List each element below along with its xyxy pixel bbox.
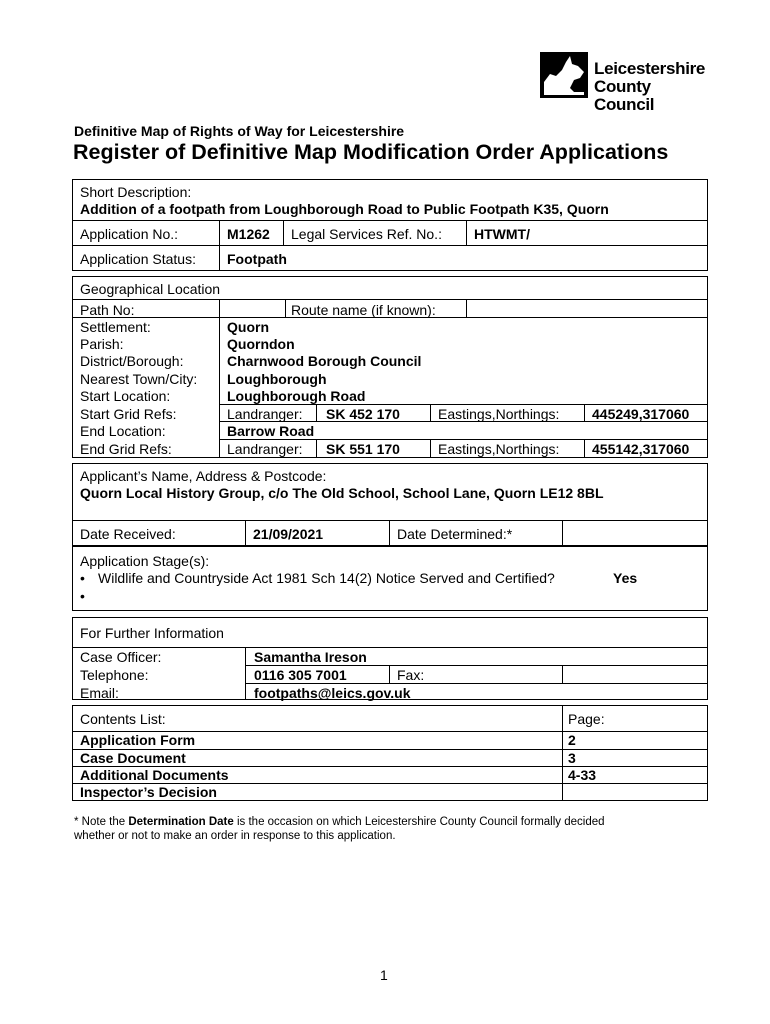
email-value[interactable]: footpaths@leics.gov.uk <box>254 685 411 701</box>
contents-item-page: 2 <box>568 732 576 748</box>
application-no-value: M1262 <box>227 226 270 242</box>
council-logo <box>540 52 710 114</box>
contents-page-label: Page: <box>568 711 605 727</box>
legal-ref-label: Legal Services Ref. No.: <box>291 226 442 242</box>
start-eastings-label: Eastings,Northings: <box>438 406 560 422</box>
end-eastings-value: 455142,317060 <box>592 441 690 457</box>
contents-item-page: 4-33 <box>568 767 597 783</box>
logo-line-2: County Council <box>594 77 655 114</box>
contents-label: Contents List: <box>80 711 166 727</box>
start-eastings-value: 445249,317060 <box>592 406 690 422</box>
district-value: Charnwood Borough Council <box>227 353 422 369</box>
path-no-label: Path No: <box>80 302 135 318</box>
settlement-label: Settlement: <box>80 319 151 335</box>
start-grid-label: Start Grid Refs: <box>80 406 177 422</box>
route-name-label: Route name (if known): <box>291 302 436 318</box>
application-status-label: Application Status: <box>80 251 196 267</box>
applicant-value: Quorn Local History Group, c/o The Old School, School Lane, Quorn LE12 8BL <box>80 485 604 501</box>
parish-value: Quorndon <box>227 336 295 352</box>
start-location-label: Start Location: <box>80 388 171 404</box>
end-location-label: End Location: <box>80 423 166 439</box>
applicant-label: Applicant’s Name, Address & Postcode: <box>80 468 327 484</box>
application-status-value: Footpath <box>227 251 287 267</box>
fax-label: Fax: <box>397 667 425 683</box>
telephone-label: Telephone: <box>80 667 149 683</box>
document-title: Register of Definitive Map Modification Order Applications <box>73 140 669 164</box>
district-label: District/Borough: <box>80 353 184 369</box>
case-officer-label: Case Officer: <box>80 649 162 665</box>
stage-item-1: Wildlife and Countryside Act 1981 Sch 14(2) Notice Served and Certified? <box>98 570 555 586</box>
short-description-label: Short Description: <box>80 184 192 200</box>
contents-item-name: Inspector’s Decision <box>80 784 217 800</box>
contents-item-page: 3 <box>568 750 576 766</box>
footnote-line-2: whether or not to make an order in response to this application. <box>74 830 396 842</box>
stages-label: Application Stage(s): <box>80 553 210 569</box>
footnote-line-1: * Note the Determination Date is the occasion on which Leicestershire County Council formally decided <box>74 816 605 828</box>
end-eastings-label: Eastings,Northings: <box>438 441 560 457</box>
stage-bullet-2: • <box>80 588 85 604</box>
contents-item-name: Case Document <box>80 750 186 766</box>
start-location-value: Loughborough Road <box>227 388 366 404</box>
end-location-value: Barrow Road <box>227 423 315 439</box>
geo-heading: Geographical Location <box>80 281 221 297</box>
settlement-value: Quorn <box>227 319 269 335</box>
email-label: Email: <box>80 685 119 701</box>
further-info-heading: For Further Information <box>80 625 224 641</box>
date-received-value: 21/09/2021 <box>253 526 324 542</box>
short-description-value: Addition of a footpath from Loughborough Road to Public Footpath K35, Quorn <box>80 201 609 217</box>
date-determined-label: Date Determined:* <box>397 526 513 542</box>
contents-item-name: Application Form <box>80 732 196 748</box>
end-landranger-label: Landranger: <box>227 441 303 457</box>
end-landranger-value: SK 551 170 <box>326 441 400 457</box>
nearest-town-value: Loughborough <box>227 371 327 387</box>
contents-item-name: Additional Documents <box>80 767 229 783</box>
logo-line-1: Leicestershire <box>594 59 706 78</box>
parish-label: Parish: <box>80 336 124 352</box>
fox-emblem-icon <box>540 52 588 98</box>
start-landranger-value: SK 452 170 <box>326 406 400 422</box>
application-no-label: Application No.: <box>80 226 179 242</box>
telephone-value: 0116 305 7001 <box>254 667 347 683</box>
date-received-label: Date Received: <box>80 526 176 542</box>
document-subtitle: Definitive Map of Rights of Way for Leicestershire <box>74 123 405 139</box>
stage-item-1-answer: Yes <box>613 570 638 586</box>
case-officer-value: Samantha Ireson <box>254 649 367 665</box>
stage-bullet-1: • <box>80 570 85 586</box>
start-landranger-label: Landranger: <box>227 406 303 422</box>
legal-ref-value: HTWMT/ <box>474 226 530 242</box>
end-grid-label: End Grid Refs: <box>80 441 172 457</box>
page-number: 1 <box>380 967 388 983</box>
nearest-town-label: Nearest Town/City: <box>80 371 198 387</box>
